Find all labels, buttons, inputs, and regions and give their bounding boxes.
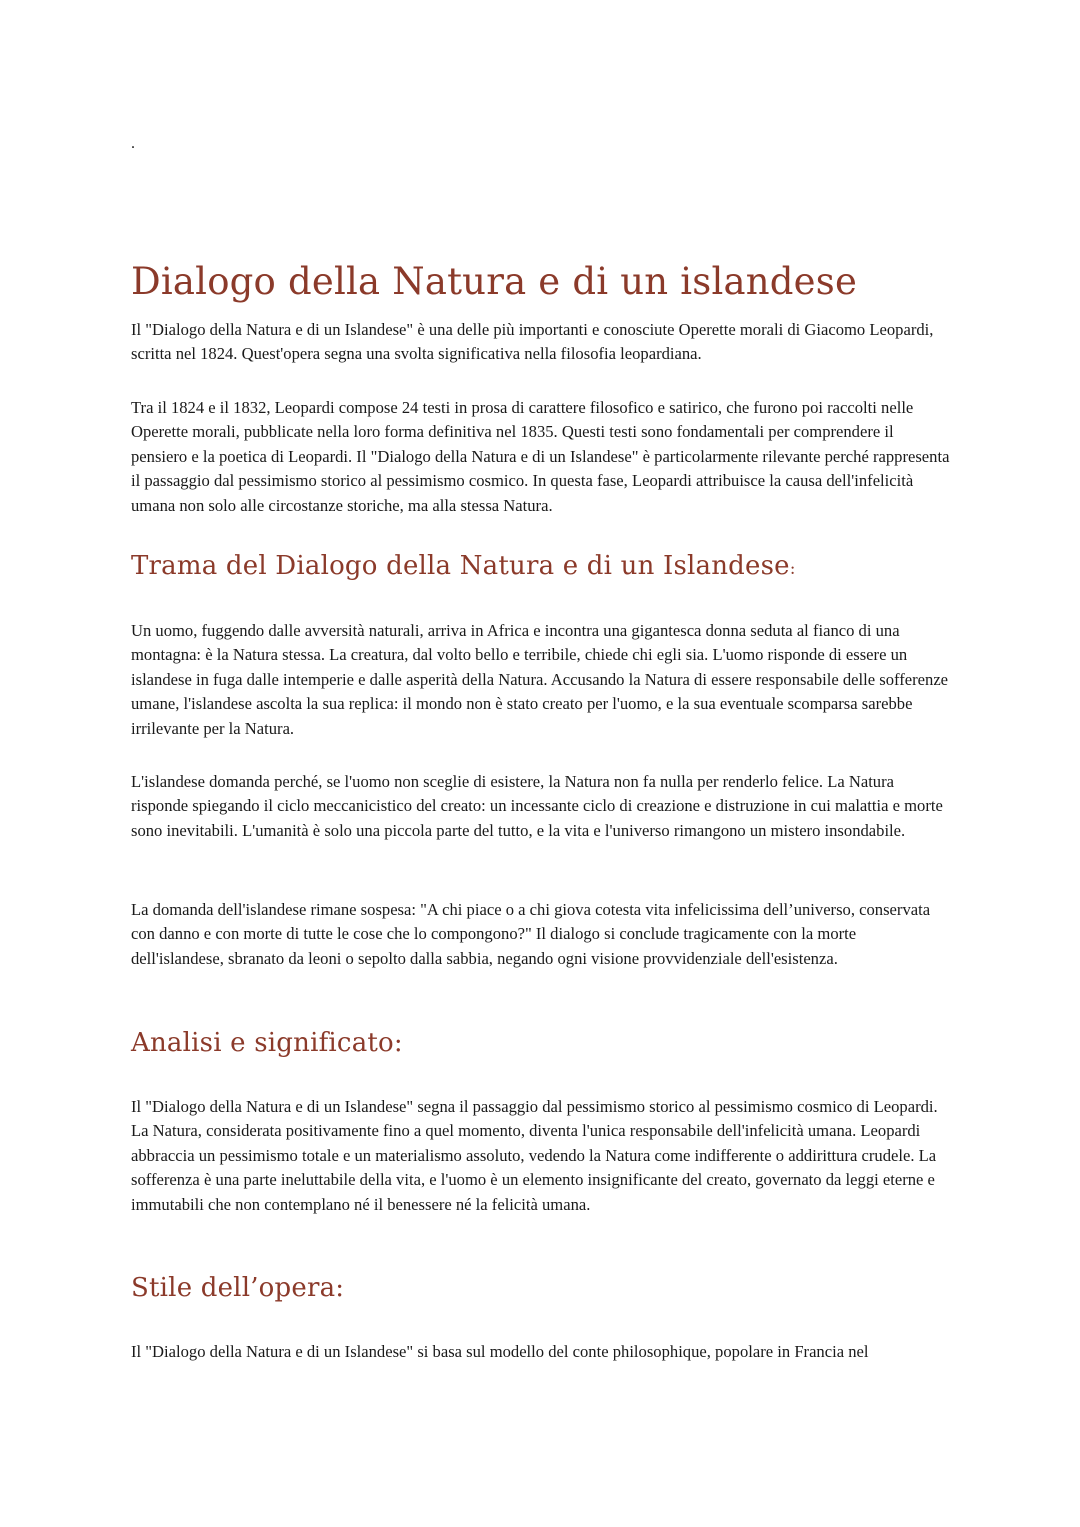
stile-paragraph-1: Il "Dialogo della Natura e di un Islandese" si basa sul modello del conte philosophique, popolare in Francia nel (131, 1342, 869, 1361)
intro-paragraph-2: Tra il 1824 e il 1832, Leopardi compose 24 testi in prosa di carattere filosofico e satirico, che furono poi raccolti nelle Operette morali, pubblicate nella loro forma definitiva nel 1835. Questi testi sono fondamentali per comprendere il pensiero e la poetica di Leopardi. Il "Dialogo della Natura e di un Islandese" è particolarmente rilevante perché rappresenta il passaggio dal pessimismo storico al pessimismo cosmico. In questa fase, Leopardi attribuisce la causa dell'infelicità umana non solo alle circostanze storiche, ma alla stessa Natura. (131, 398, 950, 515)
analisi-paragraph-1: Il "Dialogo della Natura e di un Islandese" segna il passaggio dal pessimismo storico al pessimismo cosmico di Leopardi. La Natura, considerata positivamente fino a quel momento, diventa l'unica responsabile dell'infelicità umana. Leopardi abbraccia un pessimismo totale e un materialismo assoluto, vedendo la Natura come indifferente o addirittura crudele. La sofferenza è una parte ineluttabile della vita, e l'uomo è un elemento insignificante del creato, governato da leggi eterne e immutabili che non contemplano né il benessere né la felicità umana. (131, 1097, 938, 1214)
intro-paragraph-1: Il "Dialogo della Natura e di un Islandese" è una delle più importanti e conosciute Operette morali di Giacomo Leopardi, scritta nel 1824. Quest'opera segna una svolta significativa nella filosofia leopardiana. (131, 320, 934, 364)
document-title: Dialogo della Natura e di un islandese (131, 260, 858, 303)
section-heading-analisi: Analisi e significato: (131, 1028, 403, 1058)
trama-paragraph-2: L'islandese domanda perché, se l'uomo non sceglie di esistere, la Natura non fa nulla per renderlo felice. La Natura risponde spiegando il ciclo meccanicistico del creato: un incessante ciclo di creazione e distruzione in cui malattia e morte sono inevitabili. L'umanità è solo una piccola parte del tutto, e la vita e l'universo rimangono un mistero insondabile. (131, 772, 943, 840)
trama-paragraph-3: La domanda dell'islandese rimane sospesa: "A chi piace o a chi giova cotesta vita infelicissima dell’universo, conservata con danno e con morte di tutte le cose che lo compongono?" Il dialogo si conclude tragicamente con la morte dell'islandese, sbranato da leoni o sepolto dalla sabbia, negando ogni visione provvidenziale dell'esistenza. (131, 900, 931, 968)
trama-paragraph-1: Un uomo, fuggendo dalle avversità naturali, arriva in Africa e incontra una gigantesca donna seduta al fianco di una montagna: è la Natura stessa. La creatura, dal volto bello e terribile, chiede chi egli sia. L'uomo risponde di essere un islandese in fuga dalle intemperie e dalle asperità della Natura. Accusando la Natura di essere responsabile delle sofferenze umane, l'islandese ascolta la sua replica: il mondo non è stato creato per l'uomo, e la sua eventuale scomparsa sarebbe irrilevante per la Natura. (131, 621, 949, 738)
section-heading-stile: Stile dell’opera: (131, 1273, 345, 1303)
section-heading-trama-colon: : (789, 559, 796, 579)
section-heading-trama-text: Trama del Dialogo della Natura e di un Islandese (131, 551, 790, 581)
page-marker: . (131, 135, 135, 152)
section-heading-trama (131, 548, 951, 587)
